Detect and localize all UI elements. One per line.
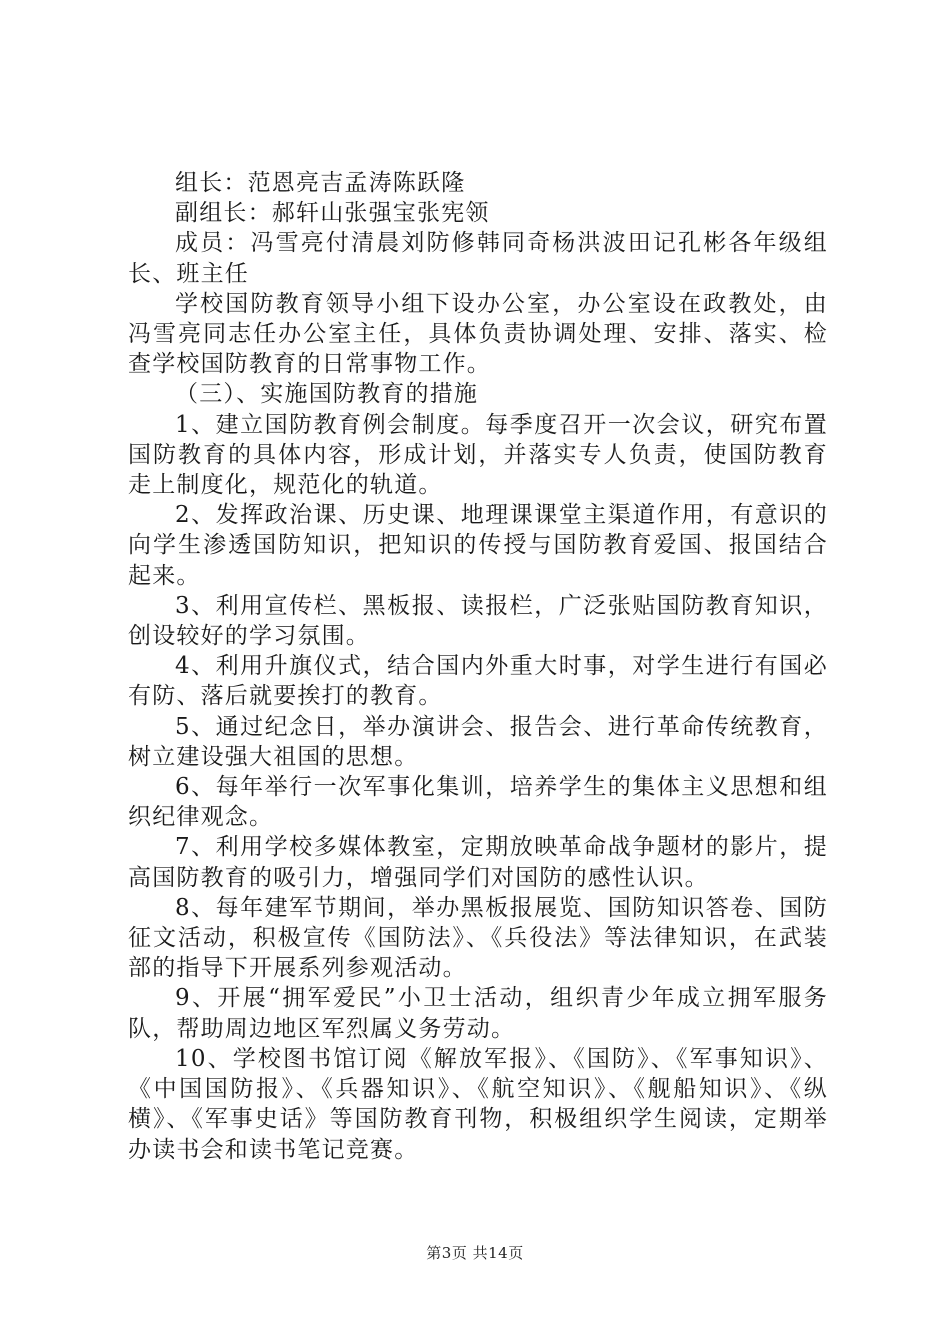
paragraph-measure-4: 4、利用升旗仪式，结合国内外重大时事，对学生进行有国必有防、落后就要挨打的教育。 [128,653,828,710]
paragraph-members: 成员：冯雪亮付清晨刘防修韩同奇杨洪波田记孔彬各年级组长、班主任 [128,230,828,287]
page-number-footer: 第3页 共14页 [426,1244,524,1262]
paragraph-office: 学校国防教育领导小组下设办公室，办公室设在政教处，由冯雪亮同志任办公室主任，具体负责协调处理、安排、落实、检查学校国防教育的日常事物工作。 [128,290,828,378]
paragraph-measure-10: 10、学校图书馆订阅《解放军报》、《国防》、《军事知识》、《中国国防报》、《兵器知识》、《航空知识》、《舰船知识》、《纵横》、《军事史话》等国防教育刊物，积极组织学生阅读，定期举办读书会和读书笔记竞赛。 [128,1045,828,1163]
paragraph-measure-2: 2、发挥政治课、历史课、地理课课堂主渠道作用，有意识的向学生渗透国防知识，把知识的传授与国防教育爱国、报国结合起来。 [128,502,828,589]
paragraph-measure-6: 6、每年举行一次军事化集训，培养学生的集体主义思想和组织纪律观念。 [128,774,828,831]
paragraph-measure-5: 5、通过纪念日，举办演讲会、报告会、进行革命传统教育，树立建设强大祖国的思想。 [128,713,828,770]
paragraph-measure-1: 1、建立国防教育例会制度。每季度召开一次会议，研究布置国防教育的具体内容，形成计划，并落实专人负责，使国防教育走上制度化，规范化的轨道。 [128,411,828,499]
paragraph-group-leader: 组长：范恩亮吉孟涛陈跃隆 [175,170,466,196]
paragraph-measure-3: 3、利用宣传栏、黑板报、读报栏，广泛张贴国防教育知识，创设较好的学习氛围。 [128,592,828,650]
paragraph-deputy-leader: 副组长：郝轩山张强宝张宪领 [175,200,490,227]
document-body [128,168,828,1165]
section-heading-measures: （三）、实施国防教育的措施 [175,381,479,408]
paragraph-measure-9: 9、开展“拥军爱民”小卫士活动，组织青少年成立拥军服务队，帮助周边地区军烈属义务劳动。 [128,985,828,1042]
paragraph-measure-8: 8、每年建军节期间，举办黑板报展览、国防知识答卷、国防征文活动，积极宣传《国防法》、《兵役法》等法律知识，在武装部的指导下开展系列参观活动。 [128,894,828,982]
paragraph-measure-7: 7、利用学校多媒体教室，定期放映革命战争题材的影片，提高国防教育的吸引力，增强同学们对国防的感性认识。 [128,834,828,891]
